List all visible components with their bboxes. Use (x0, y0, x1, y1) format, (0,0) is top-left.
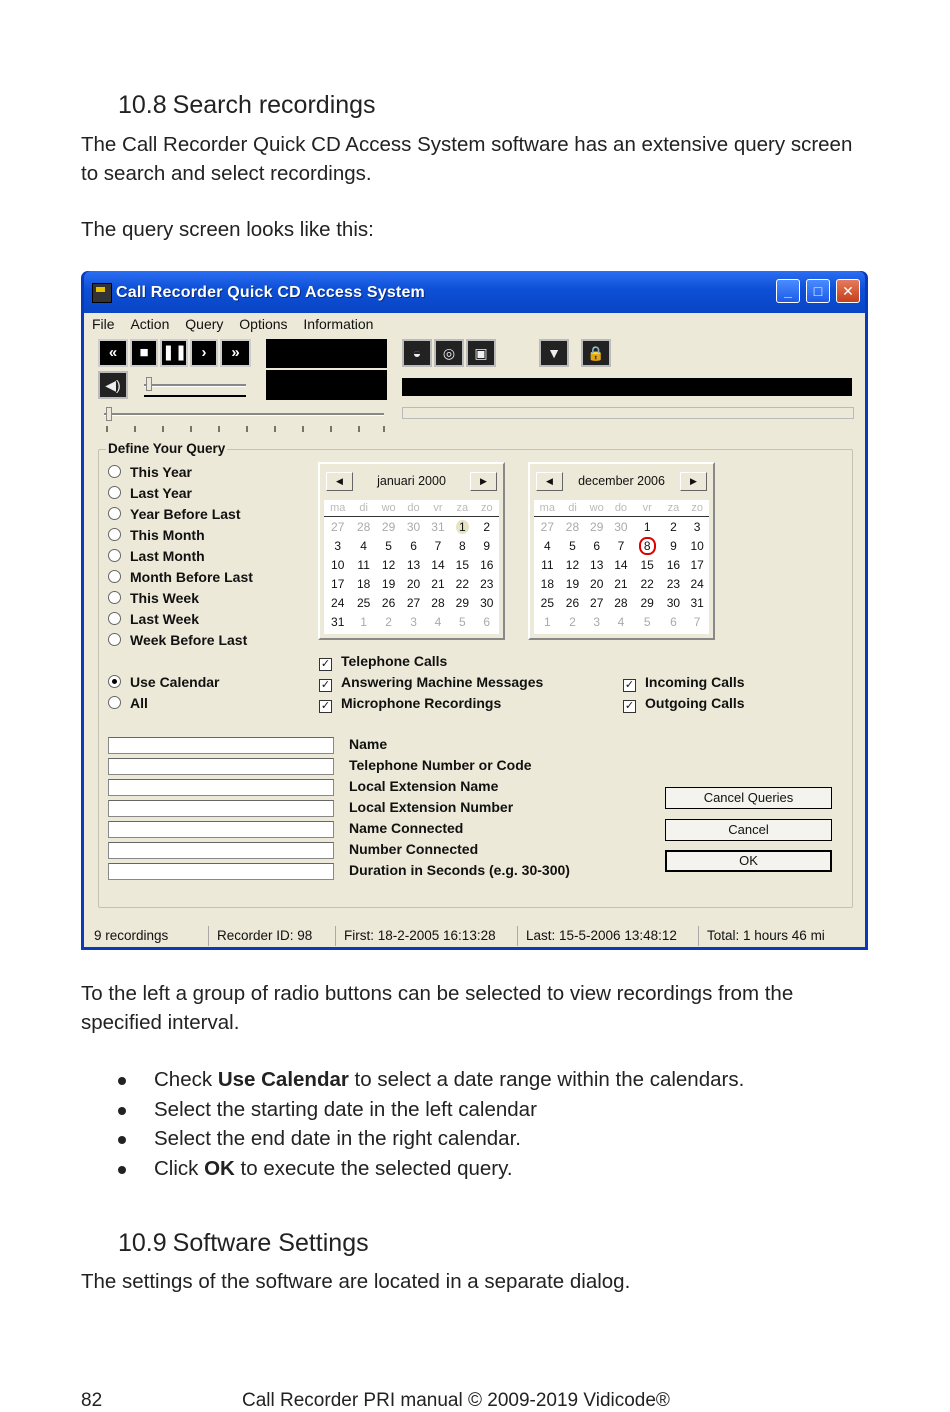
calendar-day[interactable]: 26 (381, 595, 396, 610)
radio-week-before-last[interactable] (108, 630, 247, 650)
calendar-day[interactable]: 3 (410, 614, 417, 629)
calendar-day[interactable]: 1 (450, 517, 474, 537)
calendar-day[interactable]: 28 (356, 519, 371, 534)
radio-circle[interactable] (108, 570, 121, 583)
checkbox-label: Outgoing Calls (645, 695, 745, 711)
calendar-day[interactable]: 28 (431, 595, 445, 610)
calendar-day[interactable]: 31 (431, 519, 445, 534)
radio-label: Last Week (130, 611, 199, 627)
status-last: Last: 15-5-2006 13:48:12 (517, 926, 677, 946)
radio-label: Last Year (130, 485, 193, 501)
menu-information[interactable]: Information (303, 316, 374, 332)
radio-explanation: To the left a group of radio buttons can be selected to view recordings from the specified interval. (81, 982, 794, 1034)
calendar-day[interactable]: 22 (640, 576, 654, 591)
calendar-day[interactable]: 19 (381, 576, 396, 591)
calendar-day[interactable]: 30 (614, 519, 628, 534)
weekday-header: ma (324, 500, 351, 517)
weekday-header: do (609, 500, 633, 517)
list-item (118, 1065, 744, 1095)
calendar-day[interactable]: 6 (410, 538, 417, 553)
radio-circle[interactable] (108, 696, 121, 709)
calendar-day[interactable]: 28 (565, 519, 580, 534)
weekday-header: do (401, 500, 425, 517)
instruction-list (118, 1065, 744, 1183)
play-button[interactable]: › (190, 339, 218, 367)
calendar-day[interactable]: 5 (385, 538, 392, 553)
volume-level (144, 395, 246, 397)
name-connected-label: Name Connected (349, 820, 464, 836)
telephone-number-input[interactable] (108, 758, 334, 775)
calendar-day[interactable]: 17 (690, 557, 704, 572)
pause-button[interactable]: ❚❚ (160, 339, 188, 367)
section-number: 10.8 (118, 91, 167, 119)
calendar-day[interactable]: 18 (356, 576, 371, 591)
calendar-day[interactable]: 4 (617, 614, 625, 629)
calendar-day[interactable]: 30 (480, 595, 494, 610)
calendar-header (530, 464, 713, 496)
calendar-day[interactable]: 3 (334, 538, 342, 553)
checkbox[interactable]: ✓ (320, 700, 331, 712)
volume-thumb[interactable] (146, 377, 152, 391)
time-display (266, 339, 387, 368)
query-group-label: Define Your Query (108, 441, 226, 456)
calendar-day[interactable]: 30 (666, 595, 681, 610)
list-item (118, 1095, 744, 1125)
cancel-queries-button[interactable]: Cancel Queries (665, 787, 832, 809)
title-bar (84, 271, 865, 313)
calendar-day[interactable]: 4 (434, 614, 442, 629)
calendar-day[interactable]: 29 (590, 519, 604, 534)
calendar-day[interactable]: 7 (434, 538, 442, 553)
next-month-button[interactable]: ▶ (470, 472, 497, 491)
radio-label: This Week (130, 590, 199, 606)
list-item (118, 1124, 744, 1154)
slider-ticks (106, 426, 386, 432)
position-thumb[interactable] (106, 407, 112, 421)
menu-query[interactable]: Query (185, 316, 224, 332)
app-icon (92, 283, 112, 303)
status-first: First: 18-2-2005 16:13:28 (335, 926, 496, 946)
section-heading-settings (118, 1229, 369, 1258)
window-client (84, 313, 865, 947)
calendar-day[interactable]: 14 (614, 557, 628, 572)
list-text: Check (154, 1068, 218, 1091)
calendar-day[interactable]: 26 (565, 595, 580, 610)
list-item (118, 1154, 744, 1184)
weekday-header: zo (685, 500, 709, 517)
position-slider[interactable] (104, 413, 384, 416)
calendar-day[interactable]: 27 (540, 519, 554, 534)
radio-this-week[interactable] (108, 588, 199, 608)
calendar-day[interactable]: 25 (356, 595, 371, 610)
telephone-number-label: Telephone Number or Code (349, 757, 532, 773)
calendar-day[interactable]: 2 (569, 614, 576, 629)
radio-all[interactable] (108, 693, 148, 713)
radio-label: This Month (130, 527, 205, 543)
name-connected-input[interactable] (108, 821, 334, 838)
end-calendar[interactable] (528, 462, 715, 640)
calendar-day[interactable]: 14 (431, 557, 445, 572)
cancel-button[interactable]: Cancel (665, 819, 832, 841)
radio-label: Year Before Last (130, 506, 241, 522)
name-label: Name (349, 736, 388, 752)
calendar-day[interactable]: 25 (540, 595, 554, 610)
number-connected-input[interactable] (108, 842, 334, 859)
weekday-header: vr (426, 500, 450, 517)
calendar-day[interactable]: 4 (543, 538, 551, 553)
weekday-header: wo (376, 500, 402, 517)
calendar-day[interactable]: 28 (614, 595, 628, 610)
weekday-header: za (662, 500, 686, 517)
radio-circle[interactable] (108, 633, 121, 646)
local-extension-number-input[interactable] (108, 800, 334, 817)
check-microphone[interactable] (319, 693, 501, 713)
section-title: Search recordings (172, 91, 376, 119)
app-window (81, 271, 868, 950)
menu-action[interactable]: Action (130, 316, 170, 332)
checkbox[interactable]: ✓ (624, 679, 635, 691)
fast-forward-button[interactable]: » (220, 339, 251, 367)
radio-this-month[interactable] (108, 525, 205, 545)
status-recorder-id: Recorder ID: 98 (208, 926, 312, 946)
calendar-day[interactable]: 21 (614, 576, 628, 591)
archive-icon[interactable]: ▣ (466, 339, 496, 367)
calendar-grid[interactable] (534, 500, 709, 634)
calendar-day[interactable]: 24 (331, 595, 345, 610)
calendar-day[interactable]: 9 (483, 538, 491, 553)
radio-this-year[interactable] (108, 462, 192, 482)
calendar-day[interactable]: 15 (640, 557, 654, 572)
radio-circle[interactable] (108, 507, 121, 520)
radio-circle[interactable] (108, 528, 121, 541)
checkbox[interactable]: ✓ (624, 700, 635, 712)
local-extension-number-label: Local Extension Number (349, 799, 514, 815)
calendar-day[interactable]: 29 (381, 519, 396, 534)
calendar-day[interactable]: 1 (643, 519, 651, 534)
maximize-button[interactable]: □ (806, 279, 830, 303)
status-recording-count: 9 recordings (94, 928, 169, 943)
calendar-day[interactable]: 9 (670, 538, 677, 553)
radio-label: All (130, 695, 148, 711)
calendar-day[interactable]: 4 (360, 538, 367, 553)
check-incoming-calls[interactable] (623, 672, 745, 692)
calendar-table (534, 500, 709, 631)
calendar-day[interactable]: 23 (666, 576, 681, 591)
minimize-button[interactable]: _ (776, 279, 800, 303)
weekday-header: vr (633, 500, 662, 517)
menu-file[interactable]: File (92, 316, 115, 332)
radio-circle[interactable] (108, 591, 121, 604)
calendar-day[interactable]: 12 (565, 557, 580, 572)
checkbox-label: Incoming Calls (645, 674, 745, 690)
calendar-day[interactable]: 22 (455, 576, 470, 591)
calendar-day[interactable]: 5 (458, 614, 466, 629)
number-connected-label: Number Connected (349, 841, 479, 857)
calendar-day[interactable]: 1 (360, 614, 367, 629)
calendar-day[interactable]: 5 (569, 538, 576, 553)
calendar-day[interactable]: 10 (331, 557, 345, 572)
calendar-day[interactable]: 23 (480, 576, 494, 591)
calendar-grid[interactable] (324, 500, 499, 634)
calendar-day[interactable]: 31 (690, 595, 704, 610)
ok-button[interactable]: OK (665, 850, 832, 872)
calendar-day[interactable]: 24 (690, 576, 704, 591)
radio-label: Use Calendar (130, 674, 220, 690)
radio-circle[interactable] (108, 675, 121, 688)
radio-circle[interactable] (108, 465, 121, 478)
radio-label: Week Before Last (130, 632, 248, 648)
calendar-day[interactable]: 30 (406, 519, 421, 534)
calendar-day[interactable]: 5 (643, 614, 651, 629)
position-bar (402, 407, 854, 419)
filter-icon[interactable]: ▼ (539, 339, 569, 367)
calendar-day[interactable]: 16 (666, 557, 681, 572)
disk-icon[interactable]: ◎ (434, 339, 464, 367)
calendar-day[interactable]: 29 (640, 595, 654, 610)
calendar-day[interactable]: 27 (406, 595, 421, 610)
calendar-month: december 2006 (578, 474, 665, 488)
radio-label: Month Before Last (130, 569, 253, 585)
checkbox[interactable]: ✓ (320, 658, 331, 670)
section-number: 10.9 (118, 1229, 167, 1257)
check-telephone-calls[interactable] (319, 651, 447, 671)
cd-drive-icon[interactable]: ◒ (402, 339, 432, 367)
list-text: Select the end date in the right calendar. (154, 1127, 521, 1150)
list-text: to execute the selected query. (234, 1156, 513, 1180)
radio-last-year[interactable] (108, 483, 192, 503)
weekday-header: za (450, 500, 474, 517)
duration-label: Duration in Seconds (e.g. 30-300) (349, 862, 570, 878)
calendar-day[interactable]: 13 (590, 557, 604, 572)
radio-last-week[interactable] (108, 609, 199, 629)
menu-bar (84, 313, 865, 335)
checkbox[interactable]: ✓ (320, 679, 331, 691)
start-calendar[interactable] (318, 462, 505, 640)
prev-month-button[interactable]: ◀ (326, 472, 353, 491)
calendar-day[interactable]: 18 (540, 576, 554, 591)
settings-paragraph: The settings of the software are located in a separate dialog. (81, 1270, 631, 1293)
calendar-day[interactable]: 20 (406, 576, 421, 591)
calendar-header (320, 464, 503, 496)
calendar-day[interactable]: 7 (617, 538, 625, 553)
footer-text: Call Recorder PRI manual © 2009-2019 Vidicode® (242, 1390, 670, 1411)
calendar-day[interactable]: 7 (693, 614, 701, 629)
calendar-day[interactable]: 29 (455, 595, 470, 610)
local-extension-name-input[interactable] (108, 779, 334, 796)
calendar-day[interactable]: 6 (483, 614, 491, 629)
weekday-header: di (561, 500, 585, 517)
page-number: 82 (81, 1390, 103, 1411)
radio-use-calendar[interactable] (108, 672, 219, 692)
calendar-day[interactable]: 3 (593, 614, 601, 629)
progress-display (402, 378, 852, 396)
calendar-day[interactable]: 6 (670, 614, 677, 629)
calendar-day[interactable]: 15 (455, 557, 470, 572)
weekday-header: ma (534, 500, 561, 517)
checkbox-label: Answering Machine Messages (341, 674, 544, 690)
calendar-day[interactable]: 20 (590, 576, 604, 591)
calendar-day[interactable]: 21 (431, 576, 445, 591)
radio-label: Last Month (130, 548, 205, 564)
section-title: Software Settings (172, 1229, 369, 1257)
calendar-day[interactable]: 12 (381, 557, 396, 572)
radio-circle[interactable] (108, 486, 121, 499)
calendar-day[interactable]: 2 (670, 519, 677, 534)
list-bold: OK (204, 1156, 235, 1180)
calendar-table (324, 500, 499, 631)
name-input[interactable] (108, 737, 334, 754)
calendar-day[interactable]: 11 (541, 557, 554, 572)
status-bar (84, 923, 865, 947)
calendar-day[interactable]: 27 (331, 519, 345, 534)
calendar-day[interactable]: 11 (357, 557, 370, 572)
calendar-day[interactable]: 3 (693, 519, 701, 534)
checkbox-label: Microphone Recordings (341, 695, 502, 711)
radio-last-month[interactable] (108, 546, 205, 566)
calendar-day[interactable]: 6 (593, 538, 601, 553)
menu-options[interactable]: Options (239, 316, 288, 332)
list-bold: Use Calendar (217, 1068, 349, 1091)
radio-label: This Year (130, 464, 193, 480)
radio-circle[interactable] (108, 549, 121, 562)
calendar-day[interactable]: 17 (331, 576, 345, 591)
list-text: Click (154, 1156, 205, 1180)
radio-circle[interactable] (108, 612, 121, 625)
info-display (266, 370, 387, 400)
query-intro-paragraph: The query screen looks like this: (81, 218, 374, 241)
rewind-button[interactable]: « (98, 339, 128, 367)
local-extension-name-label: Local Extension Name (349, 778, 499, 794)
calendar-day[interactable]: 16 (480, 557, 494, 572)
calendar-day[interactable]: 2 (385, 614, 392, 629)
prev-month-button[interactable]: ◀ (536, 472, 563, 491)
weekday-header: zo (475, 500, 499, 517)
weekday-header: di (351, 500, 375, 517)
check-answering-machine[interactable] (319, 672, 543, 692)
checkbox-label: Telephone Calls (341, 653, 448, 669)
list-text: to select a date range within the calendars. (348, 1068, 745, 1091)
intro-paragraph: The Call Recorder Quick CD Access System software has an extensive query screen to search and select recordings. (81, 133, 853, 185)
radio-month-before-last[interactable] (108, 567, 253, 587)
stop-button[interactable]: ■ (130, 339, 158, 367)
lock-icon[interactable]: 🔒 (581, 339, 611, 367)
calendar-day[interactable]: 1 (543, 614, 551, 629)
calendar-day[interactable]: 19 (565, 576, 580, 591)
next-month-button[interactable]: ▶ (680, 472, 707, 491)
check-outgoing-calls[interactable] (623, 693, 745, 713)
list-text: Select the starting date in the left calendar (154, 1097, 537, 1121)
calendar-day[interactable]: 27 (590, 595, 604, 610)
duration-input[interactable] (108, 863, 334, 880)
calendar-day[interactable]: 2 (483, 519, 491, 534)
speaker-icon[interactable]: ◀) (98, 371, 128, 399)
radio-year-before-last[interactable] (108, 504, 241, 524)
close-button[interactable]: ✕ (836, 279, 860, 303)
calendar-day[interactable]: 8 (633, 536, 662, 555)
volume-slider[interactable] (144, 384, 246, 387)
window-title: Call Recorder Quick CD Access System (116, 284, 425, 301)
calendar-day[interactable]: 8 (458, 538, 466, 553)
calendar-day[interactable]: 31 (331, 614, 345, 629)
calendar-month: januari 2000 (377, 474, 446, 488)
calendar-day[interactable]: 10 (690, 538, 704, 553)
status-total: Total: 1 hours 46 mi (698, 926, 825, 946)
section-heading-search (118, 91, 376, 120)
calendar-day[interactable]: 13 (406, 557, 421, 572)
weekday-header: wo (584, 500, 609, 517)
